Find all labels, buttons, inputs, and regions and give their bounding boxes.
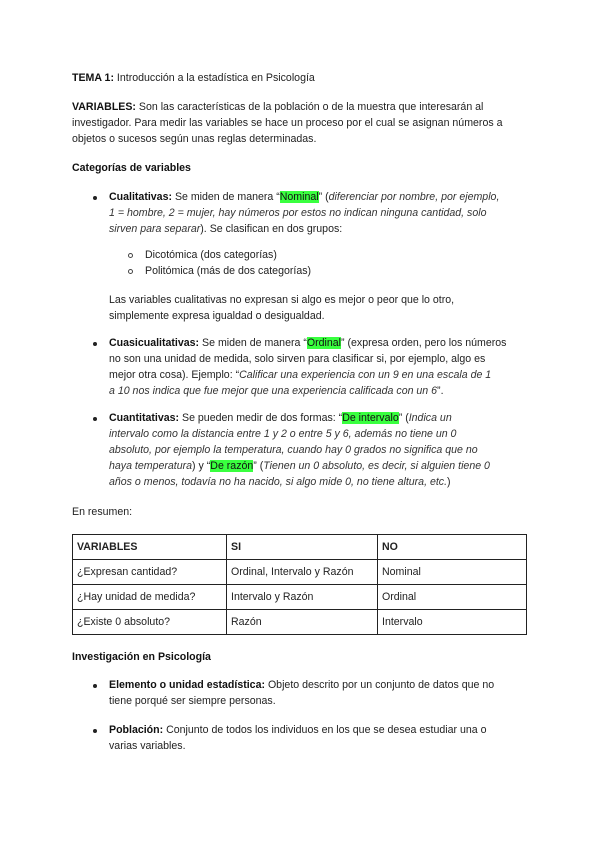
cuasi-line4: a 10 nos indica que fue mejor que una experiencia calificada con un 6”. bbox=[109, 385, 444, 397]
bullet-icon bbox=[93, 196, 97, 200]
cualitativas-line3: sirven para separar). Se clasifican en dos grupos: bbox=[109, 223, 343, 235]
cualitativas-line2: 1 = hombre, 2 = mujer, hay números por estos no indican ninguna cantidad, solo bbox=[109, 207, 487, 219]
elemento-line2: tiene porqué ser siempre personas. bbox=[109, 695, 276, 707]
table-row bbox=[73, 585, 527, 610]
subgroup-item: Politómica (más de dos categorías) bbox=[145, 265, 312, 277]
circle-bullet-icon bbox=[128, 269, 133, 274]
poblacion-line1: Población: Conjunto de todos los individuos en los que se desea estudiar una o bbox=[109, 724, 487, 736]
table-cell: Nominal bbox=[378, 560, 527, 585]
table-cell: Ordinal bbox=[378, 585, 527, 610]
table-header-cell: NO bbox=[378, 535, 527, 560]
table-cell: ¿Existe 0 absoluto? bbox=[73, 610, 227, 635]
table-cell: Ordinal, Intervalo y Razón bbox=[227, 560, 378, 585]
bullet-icon bbox=[93, 342, 97, 346]
variables-line3: objetos o sucesos según unas reglas determinadas. bbox=[72, 133, 317, 145]
subgroup-item: Dicotómica (dos categorías) bbox=[145, 249, 277, 261]
cualitativas-line1: Cualitativas: Se miden de manera “Nominal” (diferenciar por nombre, por ejemplo, bbox=[109, 191, 500, 203]
table-cell: Intervalo bbox=[378, 610, 527, 635]
investigacion-heading: Investigación en Psicología bbox=[72, 651, 211, 663]
cualitativas-note-line2: simplemente expresa igualdad o desigualdad. bbox=[109, 310, 325, 322]
cuanti-line2: intervalo como la distancia entre 1 y 2 o entre 5 y 6, además no tiene un 0 bbox=[109, 428, 457, 440]
variables-line2: investigador. Para medir las variables se hace un proceso por el cual se asignan números a bbox=[72, 117, 503, 129]
cuanti-line1: Cuantitativas: Se pueden medir de dos formas: “De intervalo” (Indica un bbox=[109, 412, 452, 424]
table-cell: ¿Expresan cantidad? bbox=[73, 560, 227, 585]
categorias-heading: Categorías de variables bbox=[72, 162, 191, 174]
circle-bullet-icon bbox=[128, 253, 133, 258]
table-header-row bbox=[73, 535, 527, 560]
cuanti-line3: absoluto, por ejemplo la temperatura, cuando hay 0 grados no significa que no bbox=[109, 444, 478, 456]
elemento-line1: Elemento o unidad estadística: Objeto descrito por un conjunto de datos que no bbox=[109, 679, 495, 691]
variables-definition: VARIABLES: Son las características de la población o de la muestra que interesarán al bbox=[72, 101, 484, 113]
tema-title: TEMA 1: Introducción a la estadística en Psicología bbox=[72, 72, 315, 84]
cuanti-line4: haya temperatura) y “De razón” (Tienen un 0 absoluto, es decir, si alguien tiene 0 bbox=[109, 460, 490, 472]
summary-table bbox=[72, 534, 527, 635]
table-cell: Intervalo y Razón bbox=[227, 585, 378, 610]
table-row bbox=[73, 560, 527, 585]
bullet-icon bbox=[93, 684, 97, 688]
table-cell: Razón bbox=[227, 610, 378, 635]
poblacion-line2: varias variables. bbox=[109, 740, 186, 752]
bullet-icon bbox=[93, 729, 97, 733]
cuanti-line5: años o menos, todavía no ha nacido, si algo mide 0, no tiene altura, etc.) bbox=[109, 476, 451, 488]
cualitativas-note-line1: Las variables cualitativas no expresan si algo es mejor o peor que lo otro, bbox=[109, 294, 455, 306]
resumen-label: En resumen: bbox=[72, 506, 133, 518]
cuasi-line1: Cuasicualitativas: Se miden de manera “Ordinal” (expresa orden, pero los números bbox=[109, 337, 507, 349]
table-row bbox=[73, 610, 527, 635]
table-header-cell: SI bbox=[227, 535, 378, 560]
cuasi-line2: no son una unidad de medida, solo sirven para clasificar si, por ejemplo, algo es bbox=[109, 353, 486, 365]
table-header-cell: VARIABLES bbox=[73, 535, 227, 560]
cuasi-line3: mejor otra cosa). Ejemplo: “Calificar una experiencia con un 9 en una escala de 1 bbox=[109, 369, 492, 381]
bullet-icon bbox=[93, 417, 97, 421]
table-cell: ¿Hay unidad de medida? bbox=[73, 585, 227, 610]
